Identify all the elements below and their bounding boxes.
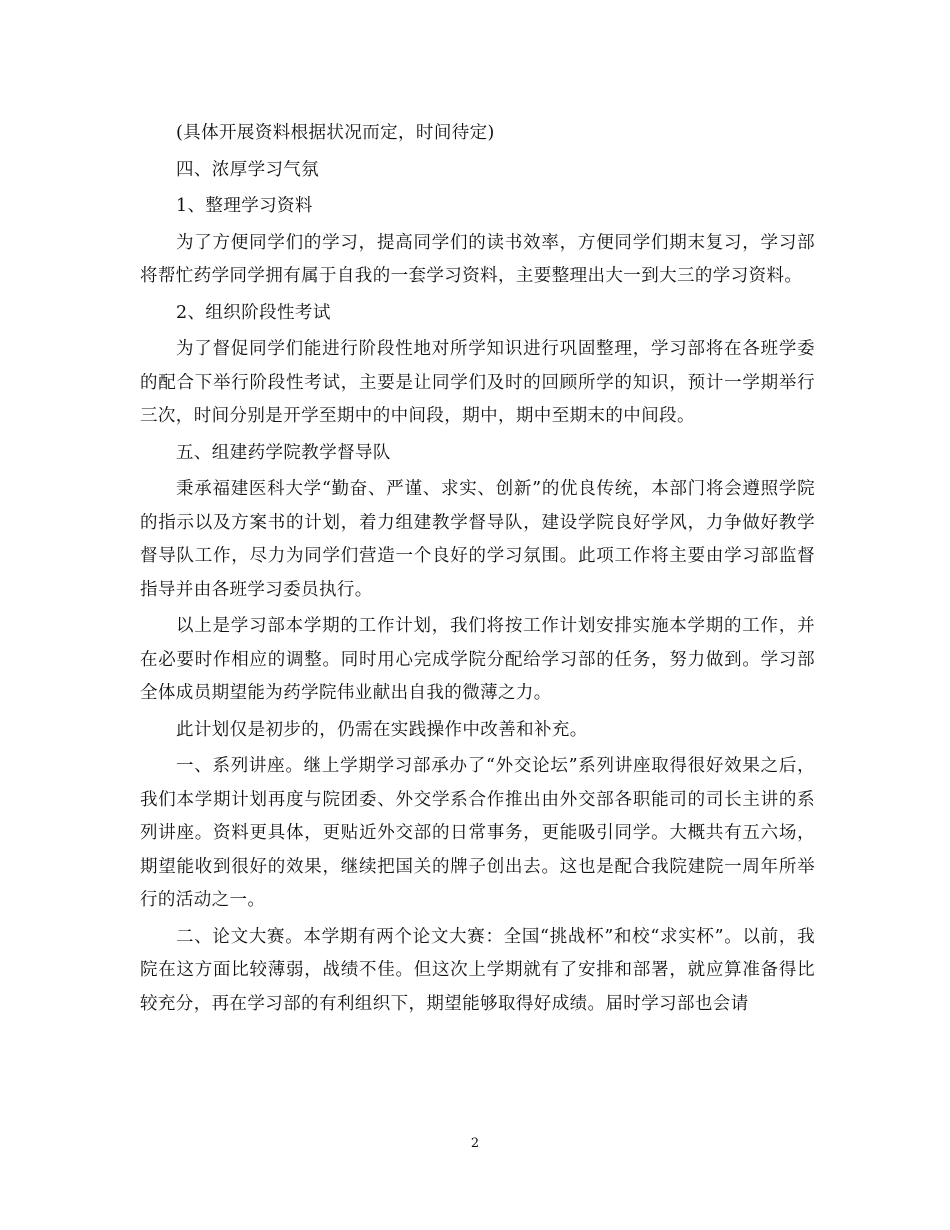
- paragraph-note-preliminary: 此计划仅是初步的，仍需在实践操作中改善和补充。: [176, 719, 588, 740]
- paragraph-essay-contest: 二、论文大赛。本学期有两个论文大赛：全国“挑战杯”和校“求实杯”。以前，我院在这方面比较薄弱，战绩不佳。但这次上学期就有了安排和部署，就应算准备得比较充分，再在学习部的有利组织下，期望能够取得好成绩。届时学习部也会请: [140, 926, 815, 1014]
- subheading-4-1: 1、整理学习资料: [176, 196, 313, 216]
- heading-section-5: 五、组建药学院教学督导队: [176, 442, 391, 463]
- page-number: 2: [470, 1136, 480, 1151]
- heading-section-4: 四、浓厚学习气氛: [176, 159, 320, 180]
- paragraph-summary: 以上是学习部本学期的工作计划，我们将按工作计划安排实施本学期的工作，并在必要时作相应的调整。同时用心完成学院分配给学习部的任务，努力做到。学习部全体成员期望能为药学院伟业献出自我的微薄之力。: [140, 616, 815, 703]
- subheading-4-2: 2、组织阶段性考试: [176, 302, 331, 323]
- document-body: [140, 117, 815, 1024]
- paragraph-4-1: 为了方便同学们的学习，提高同学们的读书效率，方便同学们期末复习，学习部将帮忙药学同学拥有属于自我的一套学习资料，主要整理出大一到大三的学习资料。: [140, 232, 815, 286]
- paragraph-5: 秉承福建医科大学“勤奋、严谨、求实、创新”的优良传统，本部门将会遵照学院的指示以及方案书的计划，着力组建教学督导队，建设学院良好学风，力争做好教学督导队工作，尽力为同学们营造一个良好的学习氛围。此项工作将主要由学习部监督指导并由各班学习委员执行。: [140, 479, 815, 600]
- paragraph-note: (具体开展资料根据状况而定，时间待定): [176, 123, 495, 143]
- paragraph-4-2: 为了督促同学们能进行阶段性地对所学知识进行巩固整理，学习部将在各班学委的配合下举行阶段性考试，主要是让同学们及时的回顾所学的知识，预计一学期举行三次，时间分别是开学至期中的中间段，期中，期中至期末的中间段。: [140, 339, 815, 426]
- paragraph-lecture-series: 一、系列讲座。继上学期学习部承办了“外交论坛”系列讲座取得很好效果之后，我们本学期计划再度与院团委、外交学系合作推出由外交部各职能司的司长主讲的系列讲座。资料更具体，更贴近外交部的日常事务，更能吸引同学。大概共有五六场，期望能收到很好的效果，继续把国关的牌子创出去。这也是配合我院建院一周年所举行的活动之一。: [140, 756, 815, 910]
